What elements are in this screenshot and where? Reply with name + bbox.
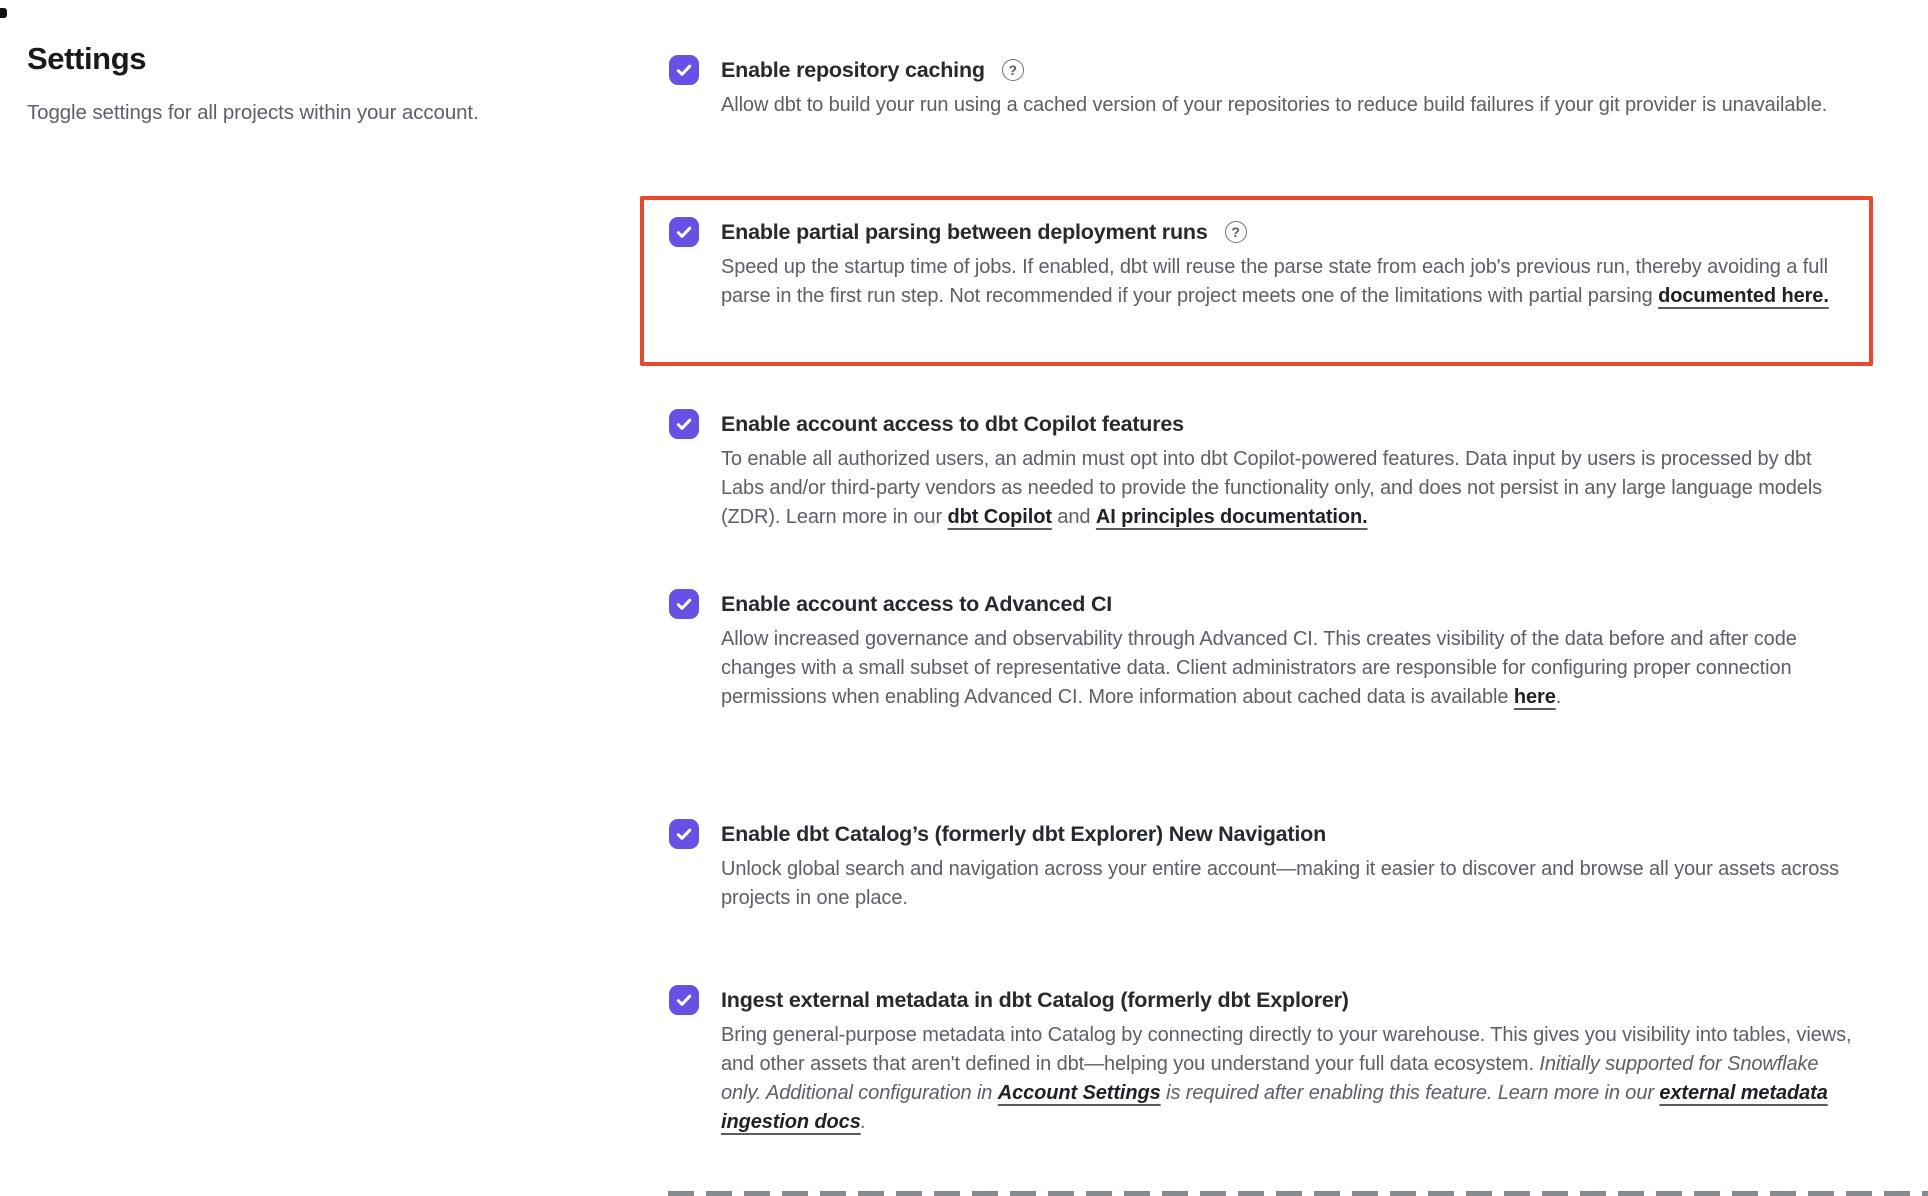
setting-enable-catalog-new-navigation: [669, 819, 1869, 913]
enable-advanced-ci-checkbox[interactable]: [669, 589, 699, 619]
setting-title-row: [669, 217, 1869, 247]
inline-link[interactable]: here: [1513, 686, 1556, 708]
setting-description: [721, 855, 1859, 913]
description-text: Unlock global search and navigation across your entire account—making it easier to discover and browse all your assets across projects in one place.: [721, 858, 1840, 909]
setting-description: [721, 445, 1859, 532]
inline-link[interactable]: dbt Copilot: [947, 506, 1052, 528]
setting-description: [721, 91, 1859, 120]
inline-link[interactable]: Account Settings: [997, 1082, 1161, 1104]
setting-title-row: [669, 55, 1869, 85]
setting-label: Enable account access to Advanced CI: [721, 592, 1113, 616]
description-text: .: [860, 1111, 867, 1133]
setting-label: Enable repository caching: [721, 58, 985, 82]
inline-link[interactable]: documented here.: [1658, 285, 1829, 307]
checkmark-icon: [674, 60, 694, 80]
description-text: is required after enabling this feature. Learn more in our: [1160, 1082, 1660, 1104]
page-bottom-clipped-text: [668, 1191, 1928, 1196]
settings-header: [27, 40, 587, 126]
setting-label: Enable dbt Catalog’s (formerly dbt Explorer) New Navigation: [721, 822, 1327, 846]
setting-title-row: [669, 819, 1869, 849]
inline-link[interactable]: AI principles documentation.: [1095, 506, 1368, 528]
description-text: To enable all authorized users, an admin must opt into dbt Copilot-powered features. Data input by users is processed by dbt Labs and/or third-party vendors as needed to provide the functionality only, and does not persist in any large language models (ZDR). Learn more in our: [721, 448, 1823, 528]
setting-enable-advanced-ci: [669, 589, 1869, 712]
setting-ingest-external-metadata: [669, 985, 1869, 1137]
setting-title-row: [669, 589, 1869, 619]
description-text: Allow dbt to build your run using a cached version of your repositories to reduce build failures if your git provider is unavailable.: [721, 94, 1828, 116]
description-text: .: [1555, 686, 1562, 708]
checkmark-icon: [674, 222, 694, 242]
setting-title-row: [669, 409, 1869, 439]
description-text: Initially supported for Snowflake only. Additional configuration in: [721, 1053, 1819, 1104]
help-icon[interactable]: ?: [1002, 59, 1024, 81]
checkmark-icon: [674, 414, 694, 434]
checkmark-icon: [674, 990, 694, 1010]
setting-enable-repository-caching: [669, 55, 1869, 120]
setting-label: Ingest external metadata in dbt Catalog (formerly dbt Explorer): [721, 988, 1349, 1012]
inline-link[interactable]: external metadata ingestion docs: [721, 1082, 1828, 1133]
page-title: Settings: [27, 41, 147, 76]
setting-label: Enable account access to dbt Copilot features: [721, 412, 1184, 436]
setting-description: [721, 625, 1859, 712]
description-text: Speed up the startup time of jobs. If enabled, dbt will reuse the parse state from each job's previous run, thereby avoiding a full parse in the first run step. Not recommended if your project meets one of the limitations with partial parsing: [721, 256, 1828, 307]
description-text: and: [1051, 506, 1096, 528]
setting-description: [721, 1021, 1859, 1137]
enable-partial-parsing-checkbox[interactable]: [669, 217, 699, 247]
enable-dbt-copilot-features-checkbox[interactable]: [669, 409, 699, 439]
ingest-external-metadata-checkbox[interactable]: [669, 985, 699, 1015]
setting-label: Enable partial parsing between deployment runs: [721, 220, 1208, 244]
checkmark-icon: [674, 594, 694, 614]
page-subtitle: Toggle settings for all projects within your account.: [27, 101, 479, 124]
setting-description: [721, 253, 1859, 311]
setting-title-row: [669, 985, 1869, 1015]
setting-enable-partial-parsing: [669, 217, 1869, 311]
help-icon[interactable]: ?: [1225, 221, 1247, 243]
screen-edge-artifact: [0, 8, 7, 18]
checkmark-icon: [674, 824, 694, 844]
description-text: Allow increased governance and observability through Advanced CI. This creates visibility of the data before and after code changes with a small subset of representative data. Client administrators are responsible for configuring proper connection permissions when enabling Advanced CI. More information about cached data is available: [721, 628, 1797, 708]
setting-enable-dbt-copilot-features: [669, 409, 1869, 532]
description-text: Bring general-purpose metadata into Catalog by connecting directly to your warehouse. This gives you visibility into tables, views, and other assets that aren't defined in dbt—helping you understand your full data ecosystem.: [721, 1024, 1852, 1075]
enable-catalog-new-navigation-checkbox[interactable]: [669, 819, 699, 849]
enable-repository-caching-checkbox[interactable]: [669, 55, 699, 85]
